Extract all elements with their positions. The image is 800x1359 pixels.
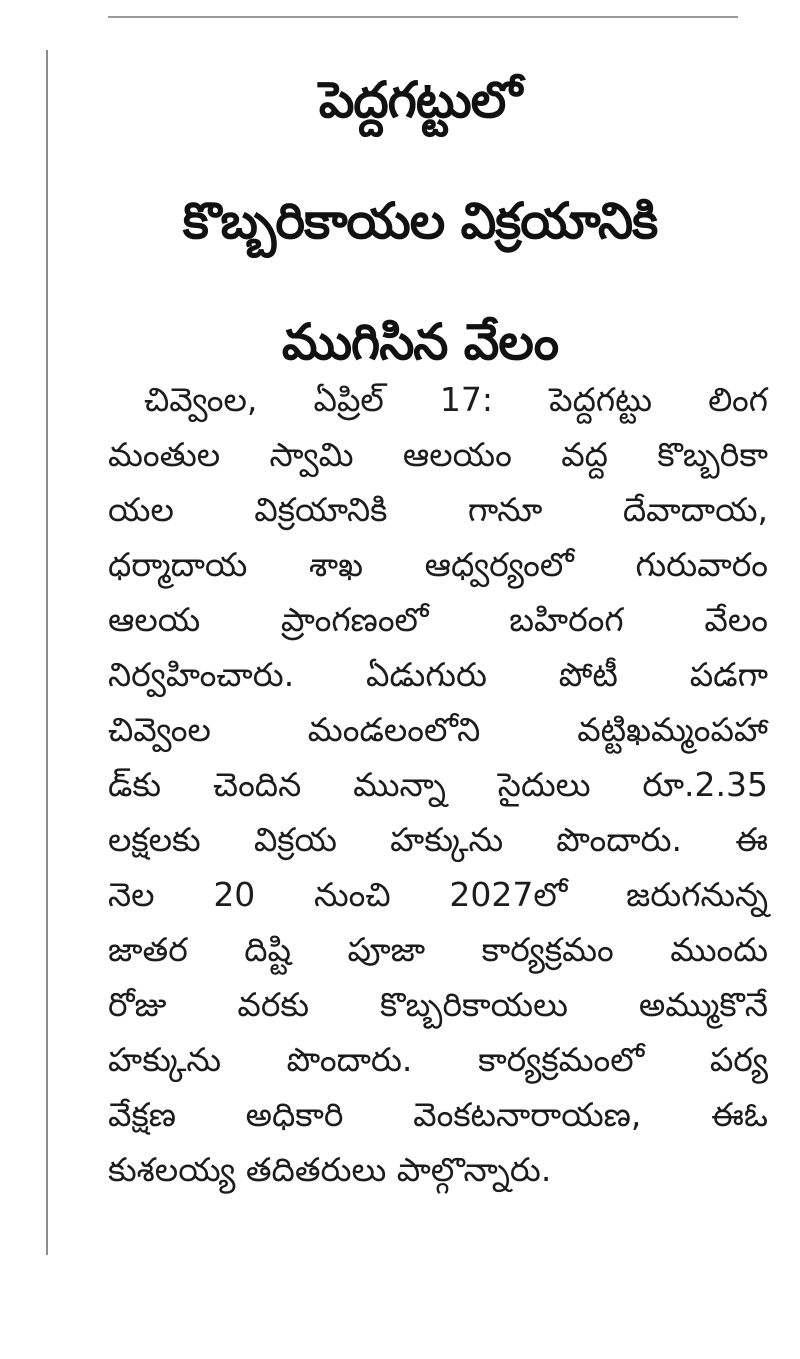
body-line: హక్కును పొందారు. కార్యక్రమంలో పర్య — [108, 1040, 768, 1079]
body-line: కుశలయ్య తదితరులు పాల్గొన్నారు. — [108, 1150, 552, 1189]
body-line: మంతుల స్వామి ఆలయం వద్ద కొబ్బరికా — [108, 435, 768, 474]
headline-line-3: ముగిసిన వేలం — [281, 313, 559, 371]
top-divider — [108, 16, 738, 18]
body-line: ధర్మాదాయ శాఖ ఆధ్వర్యంలో గురువారం — [108, 545, 768, 584]
body-line: యల విక్రయానికి గానూ దేవాదాయ, — [108, 490, 768, 529]
body-line: ఆలయ ప్రాంగణంలో బహిరంగ వేలం — [108, 600, 768, 639]
body-line: నిర్వహించారు. ఏడుగురు పోటీ పడగా — [108, 655, 768, 694]
body-line: డ్‌కు చెందిన మున్నా సైదులు రూ.2.35 — [108, 765, 768, 804]
article-body — [108, 372, 768, 1197]
body-line: చివ్వెంల, ఏప్రిల్ 17: పెద్దగట్టు లింగ — [144, 380, 768, 419]
headline — [60, 40, 780, 403]
headline-line-1: పెద్దగట్టులో — [318, 71, 522, 129]
headline-line-2: కొబ్బరికాయల విక్రయానికి — [182, 192, 658, 250]
body-line: లక్షలకు విక్రయ హక్కును పొందారు. ఈ — [108, 820, 768, 859]
body-line: రోజు వరకు కొబ్బరికాయలు అమ్ముకొనే — [108, 985, 768, 1024]
body-line: జాతర దిష్టి పూజా కార్యక్రమం ముందు — [108, 930, 768, 969]
body-line: నెల 20 నుంచి 2027లో జరుగనున్న — [108, 875, 768, 914]
column-divider — [46, 50, 48, 1255]
body-line: వేక్షణ అధికారి వెంకటనారాయణ, ఈఓ — [108, 1095, 768, 1134]
body-line: చివ్వెంల మండలంలోని వట్టిఖమ్మంపహా — [108, 710, 768, 749]
